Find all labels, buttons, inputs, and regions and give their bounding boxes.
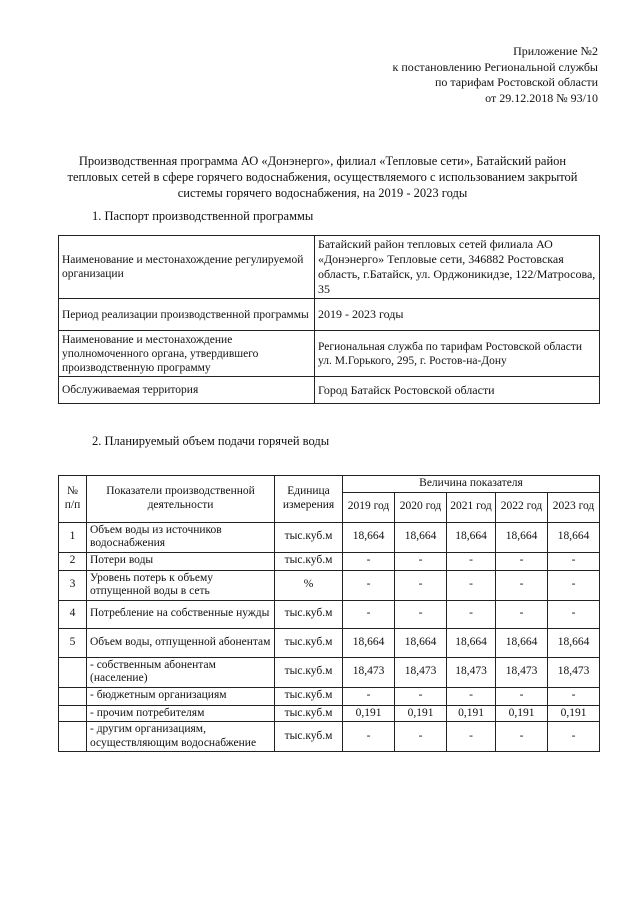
row-unit: тыс.куб.м xyxy=(275,657,343,687)
passport-value: Региональная служба по тарифам Ростовской области ул. М.Горького, 295, г. Ростов-на-Дону xyxy=(315,331,600,377)
row-number: 5 xyxy=(59,628,87,657)
year-header: 2021 год xyxy=(447,492,496,522)
row-value: - xyxy=(343,552,395,570)
row-value: - xyxy=(447,570,496,600)
row-value: - xyxy=(395,722,447,752)
row-value: - xyxy=(447,600,496,628)
title-line: тепловых сетей в сфере горячего водоснабжения, осуществляемого с использованием закрытой xyxy=(67,170,578,184)
row-number: 1 xyxy=(59,522,87,552)
passport-table xyxy=(58,235,600,404)
volume-table xyxy=(58,475,600,752)
table-row xyxy=(59,722,600,752)
row-indicator: - собственным абонентам (население) xyxy=(87,657,275,687)
row-value: 18,664 xyxy=(447,628,496,657)
table-row xyxy=(59,552,600,570)
row-indicator: Потери воды xyxy=(87,552,275,570)
row-value: - xyxy=(496,687,548,705)
row-value: 0,191 xyxy=(343,705,395,722)
table-row xyxy=(59,331,600,377)
row-number: 2 xyxy=(59,552,87,570)
row-value: 18,473 xyxy=(496,657,548,687)
row-value: 18,664 xyxy=(447,522,496,552)
table-row xyxy=(59,600,600,628)
row-value: - xyxy=(548,600,600,628)
row-indicator: - прочим потребителям xyxy=(87,705,275,722)
row-unit: тыс.куб.м xyxy=(275,687,343,705)
passport-label: Наименование и местонахождение регулируемой организации xyxy=(59,236,315,299)
col-header-name: Показатели производственной деятельности xyxy=(87,476,275,523)
col-header-unit: Единица измерения xyxy=(275,476,343,523)
document-header xyxy=(393,44,598,106)
table-row xyxy=(59,377,600,404)
table-row xyxy=(59,628,600,657)
row-indicator: - другим организациям, осуществляющим водоснабжение xyxy=(87,722,275,752)
row-value: - xyxy=(548,570,600,600)
row-value: 0,191 xyxy=(548,705,600,722)
row-unit: тыс.куб.м xyxy=(275,628,343,657)
volume-table-body xyxy=(59,522,600,752)
appendix-label: Приложение №2 xyxy=(513,44,598,58)
row-number xyxy=(59,657,87,687)
table-header-row xyxy=(59,476,600,493)
section-heading-volume: 2. Планируемый объем подачи горячей воды xyxy=(92,434,330,448)
row-value: 18,473 xyxy=(548,657,600,687)
row-value: - xyxy=(496,570,548,600)
decree-date: от 29.12.2018 № 93/10 xyxy=(485,90,598,105)
row-value: 0,191 xyxy=(447,705,496,722)
table-row xyxy=(59,299,600,331)
row-value: - xyxy=(395,600,447,628)
authority-line: по тарифам Ростовской области xyxy=(434,75,598,89)
row-value: 18,664 xyxy=(343,628,395,657)
row-value: 18,664 xyxy=(395,628,447,657)
year-header: 2019 год xyxy=(343,492,395,522)
passport-label: Период реализации производственной программы xyxy=(59,299,315,331)
row-value: - xyxy=(343,722,395,752)
title-line: системы горячего водоснабжения, на 2019 - 2023 годы xyxy=(177,186,468,200)
passport-value: Город Батайск Ростовской области xyxy=(315,377,600,404)
row-value: - xyxy=(447,552,496,570)
year-header: 2022 год xyxy=(496,492,548,522)
row-value: 18,473 xyxy=(395,657,447,687)
row-value: 18,664 xyxy=(548,522,600,552)
table-row xyxy=(59,687,600,705)
title-line: Производственная программа АО «Донэнерго», филиал «Тепловые сети», Батайский район xyxy=(78,154,567,168)
row-number: 3 xyxy=(59,570,87,600)
row-value: - xyxy=(343,570,395,600)
row-value: - xyxy=(395,687,447,705)
row-value: - xyxy=(395,570,447,600)
row-value: 18,664 xyxy=(395,522,447,552)
row-value: 18,664 xyxy=(343,522,395,552)
row-number xyxy=(59,687,87,705)
row-value: 18,473 xyxy=(343,657,395,687)
row-value: - xyxy=(343,687,395,705)
row-value: - xyxy=(496,722,548,752)
row-indicator: Объем воды, отпущенной абонентам xyxy=(87,628,275,657)
passport-value: Батайский район тепловых сетей филиала АО «Донэнерго» Тепловые сети, 346882 Ростовская область, г.Батайск, ул. Орджоникидзе, 122/Матросова, 35 xyxy=(315,236,600,299)
row-indicator: Потребление на собственные нужды xyxy=(87,600,275,628)
row-value: 18,664 xyxy=(496,522,548,552)
row-value: - xyxy=(496,552,548,570)
row-number xyxy=(59,722,87,752)
row-indicator: - бюджетным организациям xyxy=(87,687,275,705)
section-heading-passport: 1. Паспорт производственной программы xyxy=(92,209,314,223)
row-value: - xyxy=(447,722,496,752)
year-header: 2023 год xyxy=(548,492,600,522)
row-value: - xyxy=(548,687,600,705)
row-value: - xyxy=(548,722,600,752)
row-value: 18,664 xyxy=(496,628,548,657)
decree-line: к постановлению Региональной службы xyxy=(392,59,598,74)
document-title xyxy=(60,153,585,201)
row-unit: тыс.куб.м xyxy=(275,722,343,752)
table-row xyxy=(59,570,600,600)
table-row xyxy=(59,657,600,687)
passport-value: 2019 - 2023 годы xyxy=(315,299,600,331)
table-row xyxy=(59,236,600,299)
passport-label: Наименование и местонахождение уполномоченного органа, утвердившего производственную программу xyxy=(59,331,315,377)
row-value: - xyxy=(496,600,548,628)
row-unit: тыс.куб.м xyxy=(275,522,343,552)
col-header-num: № п/п xyxy=(59,476,87,523)
row-unit: тыс.куб.м xyxy=(275,600,343,628)
row-value: - xyxy=(447,687,496,705)
row-unit: тыс.куб.м xyxy=(275,552,343,570)
row-unit: тыс.куб.м xyxy=(275,705,343,722)
row-value: - xyxy=(343,600,395,628)
row-unit: % xyxy=(275,570,343,600)
year-header: 2020 год xyxy=(395,492,447,522)
row-value: 0,191 xyxy=(496,705,548,722)
row-indicator: Уровень потерь к объему отпущенной воды в сеть xyxy=(87,570,275,600)
table-row xyxy=(59,705,600,722)
row-value: - xyxy=(548,552,600,570)
row-indicator: Объем воды из источников водоснабжения xyxy=(87,522,275,552)
passport-label: Обслуживаемая территория xyxy=(59,377,315,404)
row-number xyxy=(59,705,87,722)
col-header-value: Величина показателя xyxy=(343,476,600,493)
table-row xyxy=(59,522,600,552)
row-value: 18,473 xyxy=(447,657,496,687)
row-value: 0,191 xyxy=(395,705,447,722)
row-value: 18,664 xyxy=(548,628,600,657)
row-number: 4 xyxy=(59,600,87,628)
row-value: - xyxy=(395,552,447,570)
